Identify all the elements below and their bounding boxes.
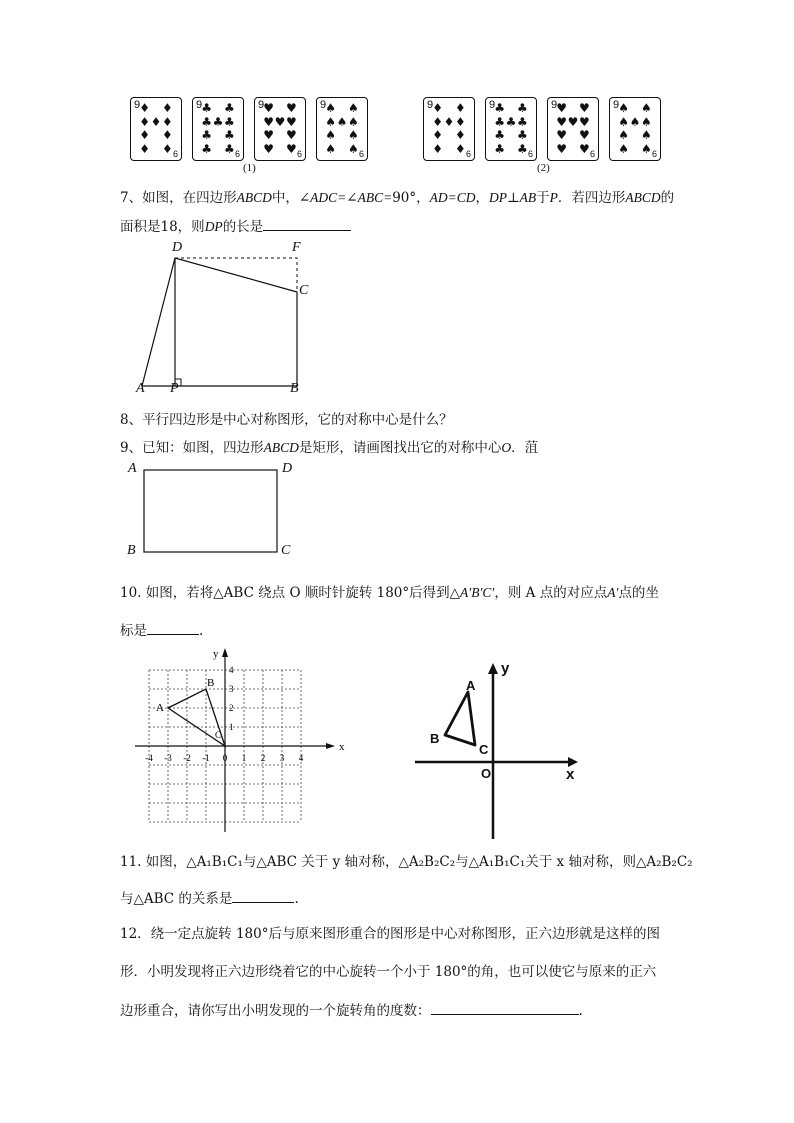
q10-axis-label-A: A <box>466 678 476 693</box>
card-corner-rank: 6 <box>589 149 595 159</box>
card-pips <box>263 102 297 156</box>
suit-pip-icon <box>567 102 578 116</box>
card-pips <box>139 102 173 156</box>
suit-pip-icon: ♥ <box>567 114 579 129</box>
suit-pip-icon: ♥ <box>285 141 297 156</box>
q7-label-A: A <box>136 381 145 396</box>
suit-pip-icon <box>274 143 285 157</box>
q7-line1: 7、如图，在四边形ABCD中，∠ADC=∠ABC=90°，AD=CD，DP⊥AB于P．若四边形ABCD的 <box>120 190 675 206</box>
q10-axis-label-C: C <box>479 742 489 757</box>
grid-label-B: B <box>207 677 215 689</box>
q7-quadrilateral-figure <box>120 238 340 403</box>
suit-pip-icon: ♦ <box>161 101 173 115</box>
suit-pip-icon <box>336 129 347 143</box>
playing-card <box>423 97 475 161</box>
suit-pip-icon: ♣ <box>201 101 213 115</box>
suit-pip-icon: ♠ <box>325 128 337 142</box>
suit-pip-icon: ♠ <box>336 114 348 129</box>
x-tick-label: -4 <box>145 753 153 763</box>
suit-pip-icon: ♥ <box>274 114 286 129</box>
suit-pip-icon: ♥ <box>285 114 297 129</box>
suit-pip-icon: ♥ <box>556 114 568 129</box>
suit-pip-icon <box>567 129 578 143</box>
q8-text: 8、平行四边形是中心对称图形，它的对称中心是什么？ <box>120 412 453 428</box>
suit-pip-icon: ♣ <box>223 101 235 115</box>
suit-pip-icon: ♠ <box>618 141 630 156</box>
y-axis-arrow-icon <box>222 648 228 657</box>
suit-pip-icon: ♠ <box>325 101 337 115</box>
q12-line2: 形．小明发现将正六边形绕着它的中心旋转一个小于 180°的角，也可以使它与原来的正六 <box>120 964 657 980</box>
playing-card <box>254 97 306 161</box>
x-tick-label: 1 <box>241 753 247 763</box>
suit-pip-icon: ♦ <box>454 101 466 115</box>
suit-pip-icon: ♣ <box>212 114 224 129</box>
suit-pip-icon: ♣ <box>494 141 506 156</box>
suit-pip-icon: ♥ <box>556 141 568 156</box>
playing-card <box>485 97 537 161</box>
suit-pip-icon: ♣ <box>494 114 506 129</box>
suit-pip-icon: ♠ <box>347 141 359 156</box>
card-corner-rank: 6 <box>172 149 178 159</box>
q9-text: 9、已知：如图，四边形ABCD是矩形，请画图找出它的对称中心O．菹 <box>120 440 539 456</box>
playing-card <box>192 97 244 161</box>
playing-card <box>609 97 661 161</box>
q9-rectangle-figure <box>140 466 282 556</box>
suit-pip-icon: ♣ <box>516 101 528 115</box>
suit-pip-icon <box>629 143 640 157</box>
suit-pip-icon: ♠ <box>618 128 630 142</box>
playing-card <box>316 97 368 161</box>
suit-pip-icon: ♥ <box>263 141 275 156</box>
suit-pip-icon: ♠ <box>618 114 630 129</box>
x-tick-label: 3 <box>279 753 285 763</box>
suit-pip-icon <box>150 129 161 143</box>
cards-caption-1: (1) <box>243 162 256 174</box>
q11-line1: 11. 如图，△A₁B₁C₁与△ABC 关于 y 轴对称，△A₂B₂C₂与△A₁B₁C₁关于 x 轴对称，则△A₂B₂C₂ <box>120 854 693 870</box>
suit-pip-icon <box>505 129 516 143</box>
card-pips <box>618 102 652 156</box>
q7-label-D: D <box>172 240 183 255</box>
suit-pip-icon: ♦ <box>454 141 466 156</box>
suit-pip-icon <box>274 129 285 143</box>
suit-pip-icon <box>212 143 223 157</box>
suit-pip-icon: ♠ <box>347 128 359 142</box>
suit-pip-icon <box>336 102 347 116</box>
suit-pip-icon: ♠ <box>347 101 359 115</box>
y-tick-label: 4 <box>229 665 234 675</box>
card-pips <box>556 102 590 156</box>
x-tick-label: -2 <box>183 753 191 763</box>
suit-pip-icon: ♠ <box>629 114 641 129</box>
q7-label-C: C <box>299 283 309 298</box>
suit-pip-icon <box>443 143 454 157</box>
q12-answer-blank[interactable] <box>431 1000 579 1015</box>
suit-pip-icon <box>336 143 347 157</box>
card-pips <box>325 102 359 156</box>
y-tick-label: 1 <box>229 722 234 732</box>
card-pips <box>494 102 528 156</box>
suit-pip-icon: ♥ <box>578 114 590 129</box>
x-tick-label: 4 <box>298 753 304 763</box>
q7-label-B: B <box>290 381 299 396</box>
q10-axis-origin-label: O <box>481 766 492 781</box>
card-rank: 9 <box>320 99 327 111</box>
card-corner-rank: 6 <box>651 149 657 159</box>
suit-pip-icon: ♦ <box>161 114 173 129</box>
suit-pip-icon: ♥ <box>285 101 297 115</box>
suit-pip-icon: ♦ <box>432 101 444 115</box>
suit-pip-icon: ♦ <box>161 128 173 142</box>
y-axis-label: y <box>213 648 219 660</box>
q10-grid-figure <box>130 645 350 835</box>
q7-line2: 面积是18，则DP的长是 <box>120 216 351 237</box>
suit-pip-icon <box>629 102 640 116</box>
q7-label-P: P <box>170 381 179 396</box>
card-rank: 9 <box>551 99 558 111</box>
suit-pip-icon: ♣ <box>223 128 235 142</box>
suit-pip-icon: ♦ <box>443 114 455 129</box>
suit-pip-icon: ♠ <box>347 114 359 129</box>
x-tick-label: 0 <box>222 753 228 763</box>
x-tick-label: -1 <box>202 753 210 763</box>
q9-label-B: B <box>127 543 136 558</box>
q12-line3: 边形重合，请你写出小明发现的一个旋转角的度数： . <box>120 1000 583 1021</box>
suit-pip-icon: ♣ <box>516 128 528 142</box>
suit-pip-icon <box>629 129 640 143</box>
suit-pip-icon: ♠ <box>325 141 337 156</box>
card-rank: 9 <box>613 99 620 111</box>
q10-line2: 标是 . <box>120 620 203 641</box>
q10-axis-figure <box>410 655 590 840</box>
suit-pip-icon <box>505 102 516 116</box>
suit-pip-icon: ♣ <box>201 128 213 142</box>
q11-line2: 与△ABC 的关系是 . <box>120 888 299 909</box>
card-pips <box>201 102 235 156</box>
q9-label-D: D <box>282 461 293 476</box>
suit-pip-icon: ♥ <box>556 128 568 142</box>
q7-label-F: F <box>292 240 301 255</box>
card-rank: 9 <box>258 99 265 111</box>
suit-pip-icon: ♦ <box>139 114 151 129</box>
suit-pip-icon: ♣ <box>516 114 528 129</box>
y-tick-label: 3 <box>229 684 234 694</box>
card-rank: 9 <box>489 99 496 111</box>
suit-pip-icon: ♥ <box>578 101 590 115</box>
suit-pip-icon: ♦ <box>454 128 466 142</box>
suit-pip-icon <box>505 143 516 157</box>
suit-pip-icon: ♠ <box>640 141 652 156</box>
suit-pip-icon <box>443 102 454 116</box>
suit-pip-icon: ♣ <box>201 114 213 129</box>
q10-axis-x-label: x <box>566 766 575 783</box>
y-tick-label: 2 <box>229 703 234 713</box>
suit-pip-icon: ♥ <box>556 101 568 115</box>
suit-pip-icon: ♣ <box>505 114 517 129</box>
q10-axis-y-label: y <box>501 660 510 677</box>
q10-answer-blank[interactable] <box>147 620 199 635</box>
suit-pip-icon: ♠ <box>640 114 652 129</box>
suit-pip-icon: ♣ <box>223 141 235 156</box>
q12-line1: 12．绕一定点旋转 180°后与原来图形重合的图形是中心对称图形，正六边形就是这样的图 <box>120 926 660 942</box>
x-axis-label: x <box>339 741 345 753</box>
suit-pip-icon: ♣ <box>223 114 235 129</box>
playing-card <box>130 97 182 161</box>
card-corner-rank: 6 <box>358 149 364 159</box>
suit-pip-icon: ♠ <box>640 128 652 142</box>
suit-pip-icon: ♠ <box>325 114 337 129</box>
suit-pip-icon <box>443 129 454 143</box>
suit-pip-icon <box>274 102 285 116</box>
x-axis-arrow-icon <box>326 743 335 749</box>
card-rank: 9 <box>427 99 434 111</box>
suit-pip-icon <box>150 102 161 116</box>
cards-caption-2: (2) <box>537 162 550 174</box>
grid-label-A: A <box>156 702 164 714</box>
suit-pip-icon: ♦ <box>150 114 162 129</box>
suit-pip-icon: ♦ <box>139 141 151 156</box>
q11-answer-blank[interactable] <box>232 888 294 903</box>
suit-pip-icon: ♥ <box>578 141 590 156</box>
suit-pip-icon: ♣ <box>494 128 506 142</box>
q9-label-C: C <box>281 543 291 558</box>
card-rank: 9 <box>134 99 141 111</box>
suit-pip-icon <box>150 143 161 157</box>
x-tick-label: 2 <box>260 753 266 763</box>
suit-pip-icon: ♦ <box>161 141 173 156</box>
card-corner-rank: 6 <box>234 149 240 159</box>
card-corner-rank: 6 <box>296 149 302 159</box>
suit-pip-icon: ♥ <box>263 114 275 129</box>
suit-pip-icon: ♠ <box>618 101 630 115</box>
suit-pip-icon: ♣ <box>494 101 506 115</box>
suit-pip-icon: ♥ <box>578 128 590 142</box>
q7-answer-blank[interactable] <box>263 216 351 231</box>
playing-card <box>547 97 599 161</box>
suit-pip-icon: ♦ <box>432 128 444 142</box>
card-corner-rank: 6 <box>465 149 471 159</box>
suit-pip-icon: ♣ <box>516 141 528 156</box>
grid-label-C: C <box>215 730 222 740</box>
suit-pip-icon: ♦ <box>454 114 466 129</box>
suit-pip-icon <box>212 129 223 143</box>
suit-pip-icon: ♥ <box>263 128 275 142</box>
q10-line1: 10. 如图，若将△ABC 绕点 O 顺时针旋转 180°后得到△A′B′C′，则 A 点的对应点A′点的坐 <box>120 585 659 601</box>
suit-pip-icon <box>212 102 223 116</box>
suit-pip-icon: ♠ <box>640 101 652 115</box>
q9-label-A: A <box>128 461 137 476</box>
suit-pip-icon: ♦ <box>139 101 151 115</box>
x-tick-label: -3 <box>164 753 172 763</box>
suit-pip-icon: ♦ <box>432 114 444 129</box>
q10-axis-label-B: B <box>430 731 440 746</box>
suit-pip-icon: ♥ <box>285 128 297 142</box>
suit-pip-icon: ♥ <box>263 101 275 115</box>
suit-pip-icon: ♦ <box>432 141 444 156</box>
suit-pip-icon <box>567 143 578 157</box>
card-pips <box>432 102 466 156</box>
suit-pip-icon: ♣ <box>201 141 213 156</box>
card-corner-rank: 6 <box>527 149 533 159</box>
suit-pip-icon: ♦ <box>139 128 151 142</box>
card-rank: 9 <box>196 99 203 111</box>
